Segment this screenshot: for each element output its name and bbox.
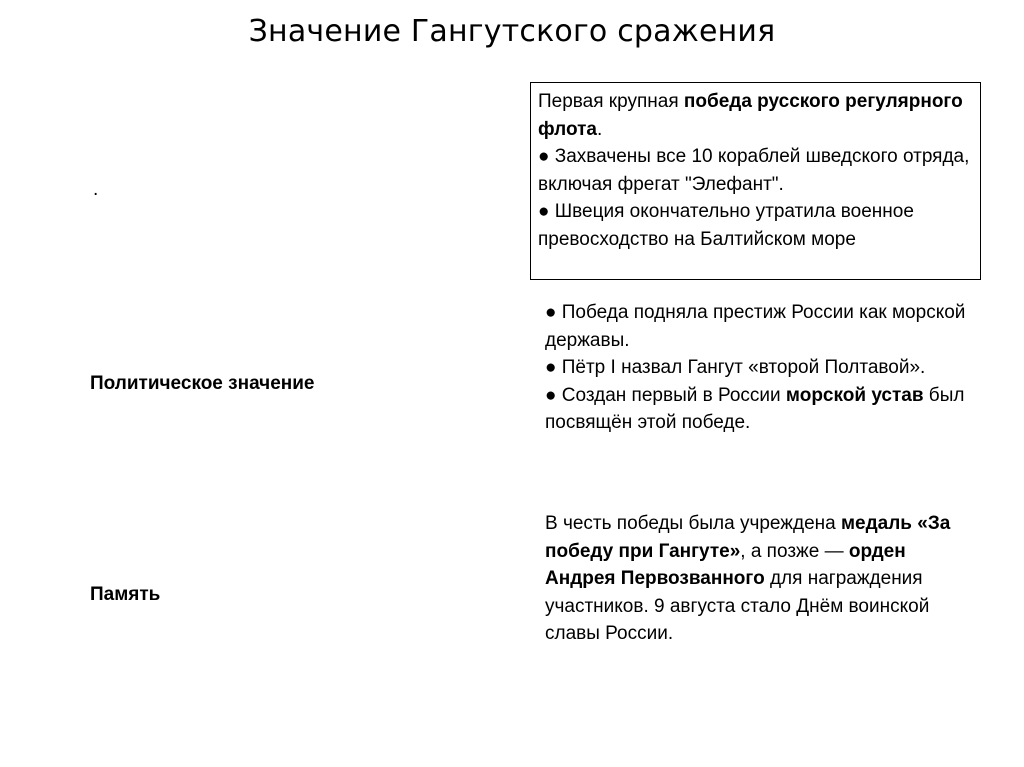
- bold-text-run: победа русского регулярного флота: [538, 91, 963, 140]
- content-paragraph: [538, 143, 974, 198]
- text-run: ● Победа подняла престиж России как морской державы.: [545, 302, 966, 351]
- slide-title: Значение Гангутского сражения: [248, 14, 776, 49]
- row-label-memory: Память: [90, 584, 161, 605]
- text-run: для награждения участников. 9 августа стало Днём воинской славы России.: [545, 568, 930, 644]
- row-label-military: .: [93, 179, 99, 200]
- text-run: .: [596, 118, 603, 140]
- content-paragraph: [545, 354, 975, 382]
- content-paragraph: [545, 382, 975, 437]
- military-significance-box: [530, 82, 981, 280]
- content-paragraph: [545, 299, 975, 354]
- bold-text-run: орден Андрея Первозванного: [545, 540, 906, 589]
- text-run: Первая крупная: [538, 91, 684, 112]
- text-run: , а позже —: [740, 540, 849, 562]
- bold-text-run: морской устав: [785, 384, 924, 406]
- political-significance-text: [545, 299, 975, 437]
- memory-text: [545, 510, 975, 648]
- text-run: ● Создан первый в России: [545, 384, 786, 406]
- content-paragraph: [545, 510, 975, 648]
- text-run: ● Пётр I назвал Гангут «второй Полтавой».: [545, 357, 926, 378]
- text-run: ● Захвачены все 10 кораблей шведского отряда, включая фрегат "Элефант".: [538, 146, 970, 195]
- text-run: В честь победы была учреждена: [545, 513, 841, 534]
- content-paragraph: [538, 198, 974, 253]
- row-label-political: Политическое значение: [90, 373, 315, 394]
- text-run: был посвящён этой победе.: [545, 384, 965, 433]
- content-paragraph: [538, 88, 974, 143]
- text-run: ● Швеция окончательно утратила военное превосходство на Балтийском море: [538, 201, 914, 250]
- bold-text-run: медаль «За победу при Гангуте»: [545, 513, 951, 562]
